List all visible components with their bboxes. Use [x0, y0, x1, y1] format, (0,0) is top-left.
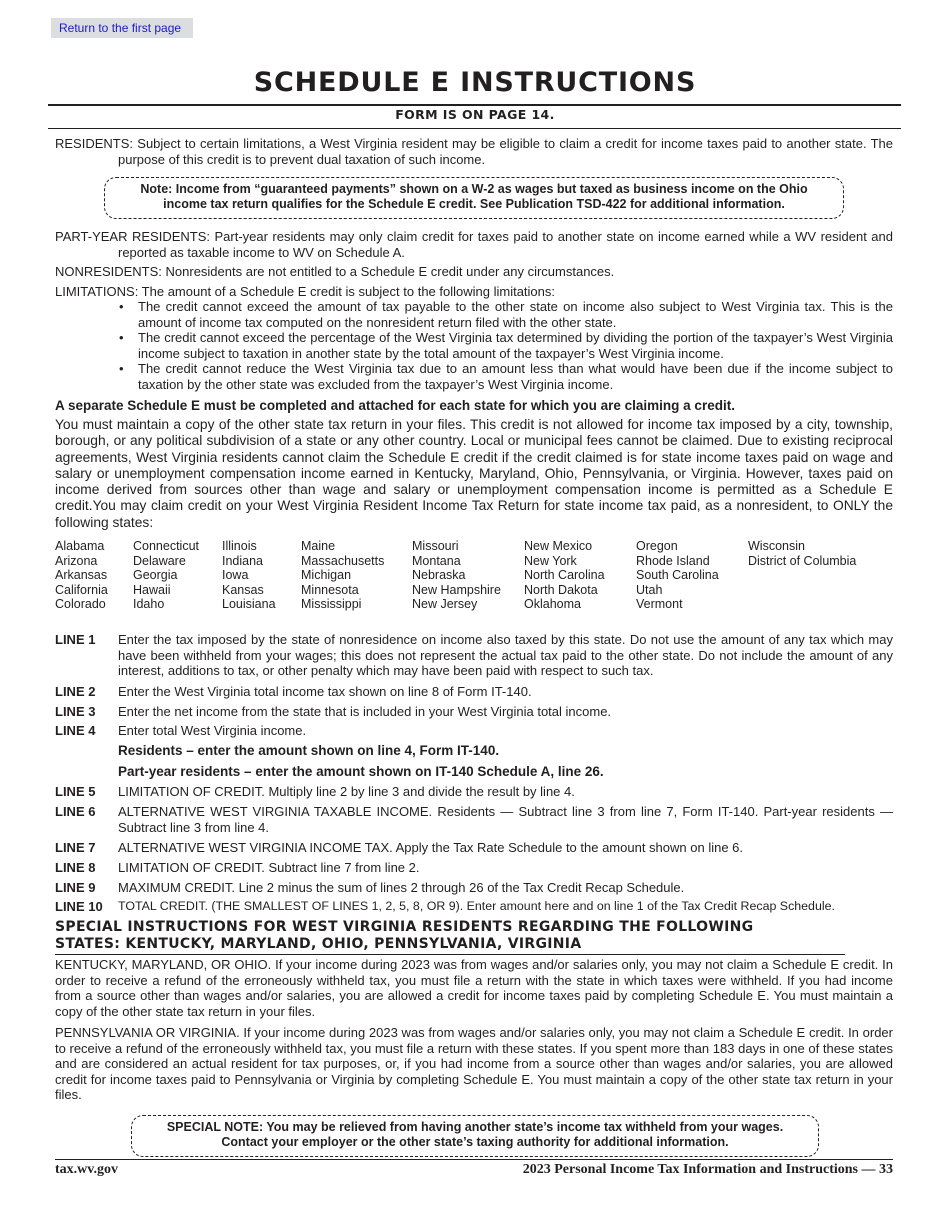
residents-paragraph: RESIDENTS: Subject to certain limitations, a West Virginia resident may be eligible to claim a credit for income taxes paid to another state. The purpose of this credit is to prevent dual taxation of such income.	[55, 136, 893, 167]
states-column: Illinois Indiana Iowa Kansas Louisiana	[222, 539, 276, 611]
footer-page-info: 2023 Personal Income Tax Information and Instructions — 33	[522, 1162, 893, 1177]
return-to-first-page-link[interactable]: Return to the first page	[51, 18, 193, 38]
page-title: SCHEDULE E INSTRUCTIONS	[253, 67, 697, 98]
states-column: Wisconsin District of Columbia	[748, 539, 857, 568]
guaranteed-payments-note	[104, 177, 844, 219]
special-note	[131, 1115, 819, 1157]
states-column: Connecticut Delaware Georgia Hawaii Idaho	[133, 539, 200, 611]
kentucky-maryland-ohio-paragraph: KENTUCKY, MARYLAND, OR OHIO. If your income during 2023 was from wages and/or salaries only, you may not claim a Schedule E credit. In order to receive a refund of the erroneously withheld tax, you must file a return with the state in which taxes were withheld. If you had income from a source other than wages and/or salaries, you are allowed a credit for income taxes paid by completing Schedule E. You must maintain a copy of the other state tax return in your files.	[55, 957, 893, 1019]
line-4-residents-note: Residents – enter the amount shown on line 4, Form IT-140.	[118, 743, 500, 758]
list-item: • The credit cannot exceed the amount of tax payable to the other state on income also subject to West Virginia tax. This is the amount of income tax computed on the nonresident return filed with the other state.	[119, 299, 893, 330]
page-subtitle: FORM IS ON PAGE 14.	[395, 107, 555, 122]
line-10-instruction: LINE 10 TOTAL CREDIT. (THE SMALLEST OF LINES 1, 2, 5, 8, OR 9). Enter amount here and on line 1 of the Tax Credit Recap Schedule.	[55, 899, 835, 914]
special-note-line-1: SPECIAL NOTE: You may be relieved from having another state’s income tax withheld from your wages.	[166, 1120, 784, 1134]
states-column: Maine Massachusetts Michigan Minnesota Mississippi	[301, 539, 385, 611]
special-note-line-2: Contact your employer or the other state’s taxing authority for additional information.	[221, 1134, 729, 1149]
pennsylvania-virginia-paragraph: PENNSYLVANIA OR VIRGINIA. If your income during 2023 was from wages and/or salaries only, you may not claim a Schedule E credit. In order to receive a refund of the erroneously withheld tax, you must file a return with these states. If you spent more than 183 days in one of these states and are considered an actual resident for tax purposes, or, if you had income from a source other than wages and/or salaries, you are allowed credit for income taxes paid to Pennsylvania or Virginia by completing Schedule E. You must maintain a copy of the other state tax return in your files.	[55, 1025, 893, 1103]
states-column: Missouri Montana Nebraska New Hampshire New Jersey	[412, 539, 501, 611]
nonresidents-paragraph: NONRESIDENTS: Nonresidents are not entitled to a Schedule E credit under any circumstances.	[55, 264, 615, 279]
line-3-instruction: LINE 3 Enter the net income from the state that is included in your West Virginia total income.	[55, 704, 612, 719]
note-line-1: Note: Income from “guaranteed payments” shown on a W-2 as wages but taxed as business income on the Ohio	[140, 182, 808, 196]
title-rule	[48, 104, 901, 106]
line-9-instruction: LINE 9 MAXIMUM CREDIT. Line 2 minus the sum of lines 2 through 26 of the Tax Credit Recap Schedule.	[55, 880, 685, 895]
limitations-list	[117, 299, 893, 393]
line-4-part-year-note: Part-year residents – enter the amount shown on IT-140 Schedule A, line 26.	[118, 764, 604, 779]
line-4-instruction: LINE 4 Enter total West Virginia income.	[55, 723, 307, 738]
states-column: New Mexico New York North Carolina North Dakota Oklahoma	[524, 539, 605, 611]
footer-website: tax.wv.gov	[55, 1162, 118, 1177]
line-2-instruction: LINE 2 Enter the West Virginia total income tax shown on line 8 of Form IT-140.	[55, 684, 532, 699]
states-column: Oregon Rhode Island South Carolina Utah Vermont	[636, 539, 719, 611]
line-1-instruction: LINE 1 Enter the tax imposed by the state of nonresidence on income also taxed by this state. Do not use the amount of any tax which may have been withheld from your wages; this does not represent the actual tax paid to the other state. Do not include the amount of any interest, additions to tax, or other penalty which may have been paid with respect to such tax.	[55, 632, 893, 679]
limitations-paragraph: LIMITATIONS: The amount of a Schedule E credit is subject to the following limitations:	[55, 284, 556, 299]
part-year-paragraph: PART-YEAR RESIDENTS: Part-year residents may only claim credit for taxes paid to another state on income earned while a WV resident and reported as taxable income to WV on Schedule A.	[55, 229, 893, 260]
subtitle-rule	[48, 128, 901, 129]
footer-rule	[55, 1159, 893, 1160]
line-7-instruction: LINE 7 ALTERNATIVE WEST VIRGINIA INCOME TAX. Apply the Tax Rate Schedule to the amount shown on line 6.	[55, 840, 744, 855]
line-6-instruction: LINE 6 ALTERNATIVE WEST VIRGINIA TAXABLE INCOME. Residents — Subtract line 3 from line 7, Form IT-140. Part-year residents — Subtract line 3 from line 4.	[55, 804, 893, 835]
list-item: • The credit cannot exceed the percentage of the West Virginia tax determined by dividing the portion of the taxpayer’s West Virginia income subject to taxation in another state by the total amount of the taxpayer’s West Virginia income.	[119, 330, 893, 361]
line-8-instruction: LINE 8 LIMITATION OF CREDIT. Subtract line 7 from line 2.	[55, 860, 420, 875]
states-column: Alabama Arizona Arkansas California Colorado	[55, 539, 108, 611]
special-instructions-heading: SPECIAL INSTRUCTIONS FOR WEST VIRGINIA RESIDENTS REGARDING THE FOLLOWING STATES: KENTUCKY, MARYLAND, OHIO, PENNSYLVANIA, VIRGINIA	[55, 919, 845, 955]
list-item: • The credit cannot reduce the West Virginia tax due to an amount less than what would have been due if the income subject to taxation by the other state was excluded from the taxpayer’s West Virginia income.	[119, 361, 893, 392]
note-line-2: income tax return qualifies for the Schedule E credit. See Publication TSD-422 for additional information.	[163, 196, 785, 211]
line-5-instruction: LINE 5 LIMITATION OF CREDIT. Multiply line 2 by line 3 and divide the result by line 4.	[55, 784, 575, 799]
separate-schedule-notice: A separate Schedule E must be completed and attached for each state for which you are claiming a credit.	[55, 398, 735, 413]
maintain-copy-paragraph: You must maintain a copy of the other state tax return in your files. This credit is not allowed for income tax imposed by a city, township, borough, or any political subdivision of a state or any other country. Local or municipal fees cannot be claimed. Due to existing reciprocal agreements, West Virginia residents cannot claim the Schedule E credit if the credit claimed is for state income taxes paid on wage and salary or unemployment compensation income earned in Kentucky, Maryland, Ohio, Pennsylvania, or Virginia. However, taxes paid on income derived from sources other than wage and salary or unemployment compensation income is permitted as a Schedule E credit.You may claim credit on your West Virginia Resident Income Tax Return for state income tax paid, as a nonresident, to ONLY the following states:	[55, 417, 893, 530]
